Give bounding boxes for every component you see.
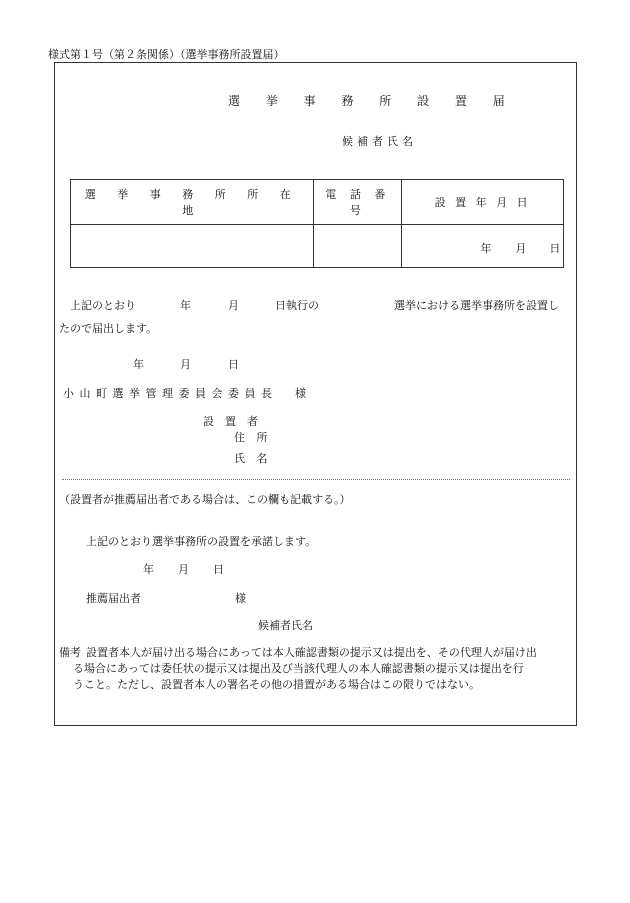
setup-date-cell[interactable] (402, 225, 564, 268)
body-election: 選挙における選挙事務所を設置し (394, 299, 559, 312)
consent-month: 月 (178, 563, 189, 576)
submit-day: 日 (228, 358, 239, 371)
installer-label: 設 置 者 (203, 415, 258, 428)
body-month: 月 (228, 299, 239, 312)
setup-date-day: 日 (549, 242, 561, 255)
setup-date-year: 年 (480, 242, 492, 255)
addressee: 小 山 町 選 挙 管 理 委 員 会 委 員 長 (63, 387, 273, 400)
header-phone: 電 話 番 号 (314, 180, 402, 225)
remarks-line3: うこと。ただし、設置者本人の署名その他の措置がある場合はこの限りではない。 (73, 678, 480, 691)
submit-month: 月 (180, 358, 191, 371)
office-info-table (70, 179, 564, 268)
setup-date-month: 月 (515, 242, 527, 255)
candidate-name-label: 候補者氏名 (342, 135, 417, 148)
consent-day: 日 (213, 563, 224, 576)
location-cell[interactable] (71, 225, 314, 268)
section-divider (62, 479, 570, 480)
body-day: 日執行の (275, 299, 319, 312)
consent-text: 上記のとおり選挙事務所の設置を承諾します。 (86, 535, 317, 548)
remarks-line1: 設置者本人が届け出る場合にあっては本人確認書類の提示又は提出を、その代理人が届け出 (86, 646, 537, 659)
form-title: 選 挙 事 務 所 設 置 届 (228, 94, 516, 108)
installer-address: 住 所 (234, 431, 272, 444)
submit-year: 年 (133, 358, 144, 371)
installer-name: 氏 名 (234, 452, 272, 465)
addressee-sama: 様 (295, 387, 306, 400)
section2-candidate-name: 候補者氏名 (258, 619, 313, 632)
header-location: 選 挙 事 務 所 所 在 地 (71, 180, 314, 225)
remarks-label: 備考 (59, 646, 81, 659)
table-entry-row (71, 225, 564, 268)
phone-cell[interactable] (314, 225, 402, 268)
remarks-line2: る場合にあっては委任状の提示又は提出及び当該代理人の本人確認書類の提示又は提出を行 (73, 662, 524, 675)
section2-note: （設置者が推薦届出者である場合は、この欄も記載する。） (59, 493, 351, 506)
header-setup-date: 設 置 年 月 日 (402, 180, 564, 225)
recommender-label: 推薦届出者 (86, 592, 141, 605)
body-year: 年 (180, 299, 191, 312)
consent-year: 年 (143, 563, 154, 576)
table-header-row (71, 180, 564, 225)
body-intro: 上記のとおり (70, 299, 136, 312)
body-line2: たので届出します。 (59, 322, 158, 335)
recommender-sama: 様 (235, 592, 246, 605)
form-caption: 様式第１号（第２条関係）（選挙事務所設置届） (48, 48, 285, 61)
